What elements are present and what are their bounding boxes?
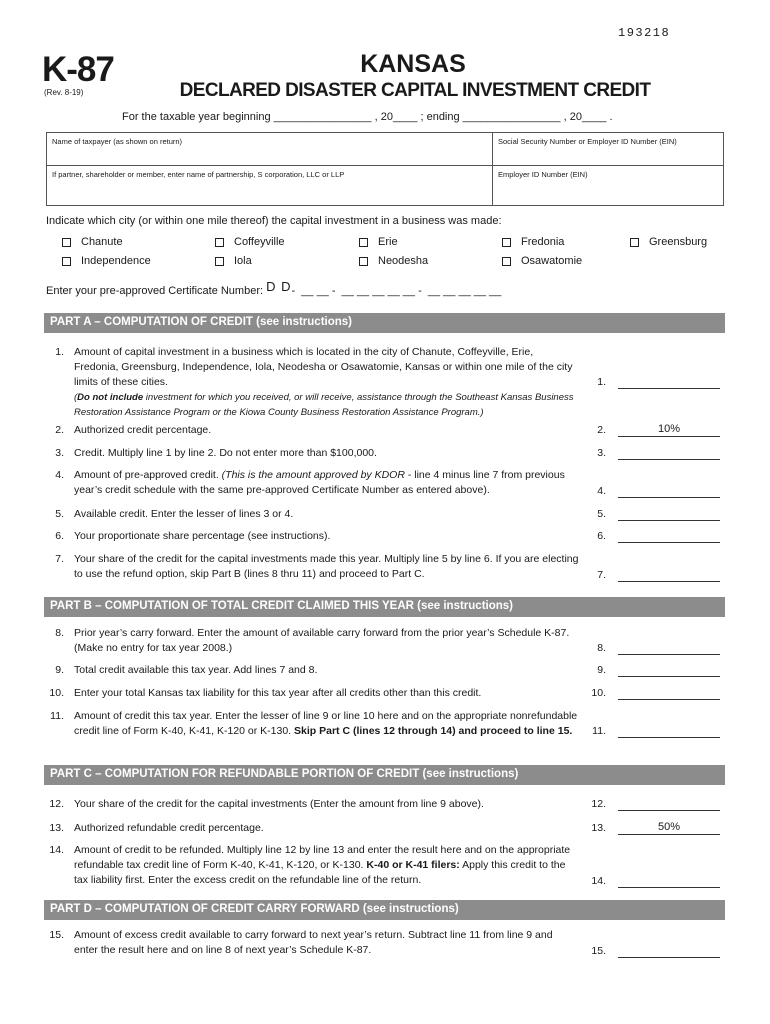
- checkbox-box[interactable]: [215, 257, 224, 266]
- checkbox-fredonia[interactable]: [502, 236, 564, 248]
- form-id-number: 193218: [618, 26, 671, 40]
- line-6-text: Your proportionate share percentage (see instructions).: [74, 530, 331, 542]
- line-ref: 8.: [597, 642, 606, 654]
- checkbox-coffeyville[interactable]: [215, 236, 285, 248]
- checkbox-label: Osawatomie: [521, 255, 583, 267]
- partner-name-label: If partner, shareholder or member, enter name of partnership, S corporation, LLC or LLP: [52, 170, 345, 179]
- line-7-text: Your share of the credit for the capital investments made this year. Multiply line 5 by line 6. If you are electing to use the refund option, skip Part B (lines 8 thru 11) and proceed to Part C.: [74, 553, 579, 580]
- line-ref: 7.: [597, 569, 606, 581]
- checkbox-label: Erie: [378, 236, 398, 248]
- line-9-amount[interactable]: [618, 663, 720, 677]
- line-10-amount[interactable]: [618, 686, 720, 700]
- checkbox-box[interactable]: [62, 257, 71, 266]
- city-question: Indicate which city (or within one mile thereof) the capital investment in a business was made:: [46, 215, 502, 227]
- checkbox-label: Iola: [234, 255, 252, 267]
- line-number: 1.: [55, 346, 64, 358]
- checkbox-box[interactable]: [502, 257, 511, 266]
- line-number: 11.: [50, 710, 64, 722]
- line-14-text-main: Amount of credit to be refunded. Multiply line 12 by line 13 and enter the result here and on the appropriate refundable tax credit line of Form K-40, K-41, K-120, or K-130.: [74, 844, 571, 871]
- line-11-text-main: Amount of credit this tax year. Enter the lesser of line 9 or line 10 here and on the appropriate nonrefundable credit line of Form K-40, K-41, K-120 or K-130.: [74, 710, 578, 737]
- line-ref: 10.: [591, 687, 606, 699]
- line-5-text: Available credit. Enter the lesser of lines 3 or 4.: [74, 508, 294, 520]
- line-1-text: Amount of capital investment in a business which is located in the city of Chanute, Coffeyville, Erie, Fredonia, Greensburg, Independence, Iola, Neodesha or Osawatomie, Kansas or within one mile of the city limits of these cities.: [74, 346, 573, 388]
- line-number: 7.: [55, 553, 64, 565]
- line-ref: 5.: [597, 508, 606, 520]
- line-12-text: Your share of the credit for the capital investments (Enter the amount from line 9 above).: [74, 798, 484, 810]
- line-1-amount[interactable]: [618, 375, 720, 389]
- line-1-note-bold: Do not include: [77, 392, 144, 403]
- taxpayer-name-label: Name of taxpayer (as shown on return): [52, 137, 183, 146]
- line-number: 9.: [55, 664, 64, 676]
- line-ref: 11.: [592, 725, 606, 737]
- line-11-amount[interactable]: [618, 724, 720, 738]
- line-number: 4.: [55, 469, 64, 481]
- line-6-amount[interactable]: [618, 529, 720, 543]
- checkbox-osawatomie[interactable]: [502, 255, 582, 267]
- line-7-amount[interactable]: [618, 568, 720, 582]
- line-4-amount[interactable]: [618, 484, 720, 498]
- part-b-heading: PART B – COMPUTATION OF TOTAL CREDIT CLAIMED THIS YEAR (see instructions): [44, 597, 725, 617]
- certificate-number-field[interactable]: [46, 279, 502, 297]
- line-ref: 1.: [597, 376, 606, 388]
- checkbox-erie[interactable]: [359, 236, 398, 248]
- state-heading: KANSAS: [360, 50, 466, 78]
- checkbox-label: Neodesha: [378, 255, 429, 267]
- checkbox-label: Coffeyville: [234, 236, 285, 248]
- ssn-ein-field[interactable]: [493, 133, 723, 165]
- form-title: DECLARED DISASTER CAPITAL INVESTMENT CREDIT: [179, 80, 651, 101]
- certificate-label: Enter your pre-approved Certificate Number:: [46, 285, 267, 297]
- taxpayer-name-field[interactable]: [47, 133, 493, 165]
- checkbox-label: Fredonia: [521, 236, 565, 248]
- line-number: 12.: [49, 798, 64, 810]
- line-15-amount[interactable]: [618, 944, 720, 958]
- checkbox-box[interactable]: [359, 257, 368, 266]
- line-12-amount[interactable]: [618, 797, 720, 811]
- line-number: 3.: [55, 447, 64, 459]
- partner-info-row: [46, 166, 724, 206]
- tax-year-line[interactable]: For the taxable year beginning ________________ , 20____ ; ending ________________ , 20____ .: [122, 111, 613, 123]
- part-d-heading: PART D – COMPUTATION OF CREDIT CARRY FORWARD (see instructions): [44, 900, 725, 920]
- line-number: 8.: [55, 627, 64, 639]
- line-number: 14.: [49, 844, 64, 856]
- form-code: K-87: [42, 50, 114, 89]
- line-ref: 6.: [597, 530, 606, 542]
- line-number: 6.: [55, 530, 64, 542]
- line-number: 5.: [55, 508, 64, 520]
- line-1-note: (Do not include investment for which you received, or will receive, assistance through the Southeast Kansas Business Restoration Assistance Program or the Kiowa County Business Restoration Assistance Program.): [74, 392, 574, 418]
- line-13-text: Authorized refundable credit percentage.: [74, 822, 264, 834]
- checkbox-greensburg[interactable]: [630, 236, 707, 248]
- certificate-pattern: - __ __ - __ __ __ __ __ - __ __ __ __ __: [291, 285, 502, 297]
- line-15-text: Amount of excess credit available to carry forward to next year’s return. Subtract line 11 from line 9 and enter the result here and on line 8 of next year’s Schedule K-87.: [74, 929, 553, 956]
- taxpayer-info-row: [46, 132, 724, 166]
- checkbox-box[interactable]: [215, 238, 224, 247]
- line-11-text-bold: Skip Part C (lines 12 through 14) and proceed to line 15.: [294, 725, 573, 737]
- line-8-amount[interactable]: [618, 641, 720, 655]
- line-4-text-a: Amount of pre-approved credit.: [74, 469, 222, 481]
- line-2-amount: 10%: [618, 423, 720, 437]
- checkbox-box[interactable]: [630, 238, 639, 247]
- checkbox-chanute[interactable]: [62, 236, 123, 248]
- line-ref: 9.: [597, 664, 606, 676]
- line-ref: 14.: [591, 875, 606, 887]
- line-2-text: Authorized credit percentage.: [74, 424, 212, 436]
- line-ref: 3.: [597, 447, 606, 459]
- part-c-heading: PART C – COMPUTATION FOR REFUNDABLE PORTION OF CREDIT (see instructions): [44, 765, 725, 785]
- ein-label: Employer ID Number (EIN): [498, 170, 588, 179]
- line-4-text: [74, 468, 579, 498]
- line-11-text: [74, 709, 579, 739]
- partner-name-field[interactable]: [47, 166, 493, 205]
- checkbox-label: Chanute: [81, 236, 123, 248]
- checkbox-iola[interactable]: [215, 255, 252, 267]
- line-3-text: Credit. Multiply line 1 by line 2. Do not enter more than $100,000.: [74, 447, 377, 459]
- line-1-note-rest: investment for which you received, or will receive, assistance through the Southeast Kansas Business Restoration Assistance Program or the Kiowa County Business Restoration Assistance Program.): [74, 392, 574, 418]
- line-4-text-italic: (This is the amount approved by KDOR: [221, 469, 405, 481]
- checkbox-independence[interactable]: [62, 255, 151, 267]
- line-ref: 15.: [591, 945, 606, 957]
- line-number: 13.: [49, 822, 64, 834]
- line-ref: 12.: [591, 798, 606, 810]
- ein-field[interactable]: [493, 166, 723, 205]
- line-14-text-bold: K-40 or K-41 filers:: [366, 859, 460, 871]
- line-5-amount[interactable]: [618, 507, 720, 521]
- checkbox-box[interactable]: [62, 238, 71, 247]
- line-14-amount[interactable]: [618, 874, 720, 888]
- line-ref: 4.: [597, 485, 606, 497]
- line-9-text: Total credit available this tax year. Add lines 7 and 8.: [74, 664, 318, 676]
- line-3-amount[interactable]: [618, 446, 720, 460]
- revision-date: (Rev. 8-19): [44, 88, 84, 97]
- checkbox-label: Greensburg: [649, 236, 708, 248]
- checkbox-box[interactable]: [359, 238, 368, 247]
- line-ref: 13.: [591, 822, 606, 834]
- line-ref: 2.: [597, 424, 606, 436]
- line-13-amount: 50%: [618, 821, 720, 835]
- line-10-text: Enter your total Kansas tax liability for this tax year after all credits other than this credit.: [74, 687, 482, 699]
- line-14-text-rest: Apply this credit to the tax liability first. Enter the excess credit on the refundable line of the return.: [74, 859, 566, 886]
- line-number: 10.: [49, 687, 64, 699]
- checkbox-box[interactable]: [502, 238, 511, 247]
- line-14-text: [74, 843, 579, 888]
- line-number: 2.: [55, 424, 64, 436]
- ssn-ein-label: Social Security Number or Employer ID Number (EIN): [498, 137, 677, 146]
- line-text: [74, 345, 579, 420]
- checkbox-label: Independence: [81, 255, 151, 267]
- line-number: 15.: [49, 929, 64, 941]
- certificate-prefix: D D: [266, 279, 292, 294]
- checkbox-neodesha[interactable]: [359, 255, 428, 267]
- line-8-text: Prior year’s carry forward. Enter the amount of available carry forward from the prior year’s Schedule K-87. (Make no entry for tax year 2008.): [74, 627, 570, 654]
- line-4-text-b: - line 4 minus line 7 from previous year’s credit schedule with the same pre-approved Certificate Number as entered above).: [74, 469, 565, 496]
- part-a-heading: PART A – COMPUTATION OF CREDIT (see instructions): [44, 313, 725, 333]
